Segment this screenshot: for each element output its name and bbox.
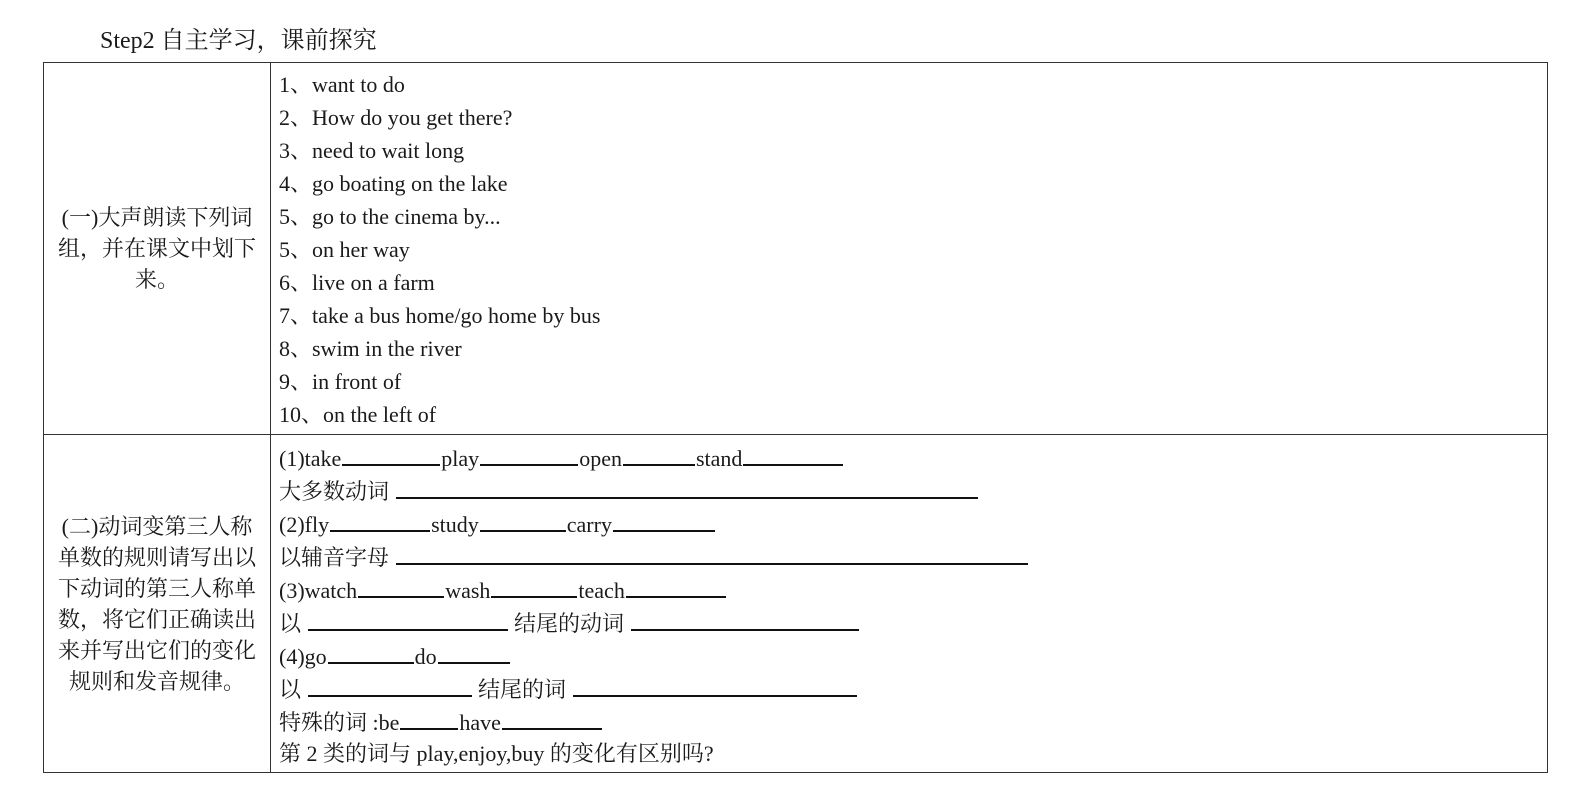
phrase-item: 6、live on a farm (279, 270, 435, 295)
answer-blank[interactable] (330, 506, 430, 532)
rule-label: 结尾的词 (478, 677, 567, 702)
word-label: (3)watch (279, 578, 358, 603)
word-label: study (431, 512, 479, 537)
word-label: (1)take (279, 446, 342, 471)
phrase-item: 5、on her way (279, 237, 410, 262)
answer-blank[interactable] (743, 440, 843, 466)
exercise-line-1 (279, 440, 1539, 473)
rule-label: 以辅音字母 (279, 545, 390, 570)
word-label: 特殊的词 :be (279, 710, 400, 735)
answer-blank[interactable] (480, 440, 578, 466)
word-label: have (459, 710, 501, 735)
exercise-line-5 (279, 572, 1539, 605)
phrase-item: 9、in front of (279, 369, 402, 394)
word-label: do (414, 644, 437, 669)
section-label-cell-1 (44, 63, 271, 435)
exercise-line-9 (279, 704, 1539, 737)
word-label: play (441, 446, 480, 471)
section-label-1: (一)大声朗读下列词组，并在课文中划下来。 (57, 205, 256, 292)
rule-label: 以 (279, 611, 302, 636)
word-label: carry (566, 512, 612, 537)
exercise-line-10: 第 2 类的词与 play,enjoy,buy 的变化有区别吗? (279, 741, 714, 766)
phrase-item: 7、take a bus home/go home by bus (279, 303, 601, 328)
answer-blank[interactable] (396, 473, 978, 499)
section-label-2: (二)动词变第三人称单数的规则请写出以下动词的第三人称单数，将它们正确读出来并写出它们的变化规则和发音规律。 (57, 513, 256, 694)
exercise-line-7 (279, 638, 1539, 671)
phrase-item: 3、need to wait long (279, 138, 465, 163)
answer-blank[interactable] (480, 506, 566, 532)
exercise-list (271, 435, 1547, 772)
section-row-2 (44, 435, 1548, 773)
phrase-item: 5、go to the cinema by... (279, 204, 501, 229)
answer-blank[interactable] (502, 704, 602, 730)
exercise-line-2 (279, 473, 1539, 506)
word-label: teach (578, 578, 625, 603)
answer-blank[interactable] (308, 671, 472, 697)
answer-blank[interactable] (613, 506, 715, 532)
answer-blank[interactable] (328, 638, 414, 664)
answer-blank[interactable] (400, 704, 458, 730)
section-label-cell-2 (44, 435, 271, 773)
answer-blank[interactable] (491, 572, 577, 598)
phrase-item: 10、on the left of (279, 402, 437, 427)
answer-blank[interactable] (308, 605, 508, 631)
section-row-1 (44, 63, 1548, 435)
answer-blank[interactable] (623, 440, 695, 466)
exercise-line-8 (279, 671, 1539, 704)
worksheet-table (43, 62, 1548, 773)
exercise-line-3 (279, 506, 1539, 539)
answer-blank[interactable] (358, 572, 444, 598)
rule-label: 大多数动词 (279, 479, 390, 504)
phrase-item: 1、want to do (279, 72, 405, 97)
phrase-item: 2、How do you get there? (279, 105, 513, 130)
word-label: stand (695, 446, 743, 471)
word-label: wash (445, 578, 491, 603)
exercise-line-4 (279, 539, 1539, 572)
phrase-list (271, 63, 1547, 434)
section-content-cell-2 (271, 435, 1548, 773)
answer-blank[interactable] (396, 539, 1028, 565)
rule-label: 结尾的动词 (514, 611, 625, 636)
word-label: open (579, 446, 622, 471)
phrase-item: 8、swim in the river (279, 336, 462, 361)
answer-blank[interactable] (438, 638, 510, 664)
word-label: (4)go (279, 644, 327, 669)
answer-blank[interactable] (626, 572, 726, 598)
answer-blank[interactable] (573, 671, 857, 697)
page-heading: Step2 自主学习，课前探究 (100, 28, 377, 54)
section-content-cell-1 (271, 63, 1548, 435)
answer-blank[interactable] (631, 605, 859, 631)
phrase-item: 4、go boating on the lake (279, 171, 508, 196)
word-label: (2)fly (279, 512, 330, 537)
exercise-line-6 (279, 605, 1539, 638)
answer-blank[interactable] (342, 440, 440, 466)
rule-label: 以 (279, 677, 302, 702)
